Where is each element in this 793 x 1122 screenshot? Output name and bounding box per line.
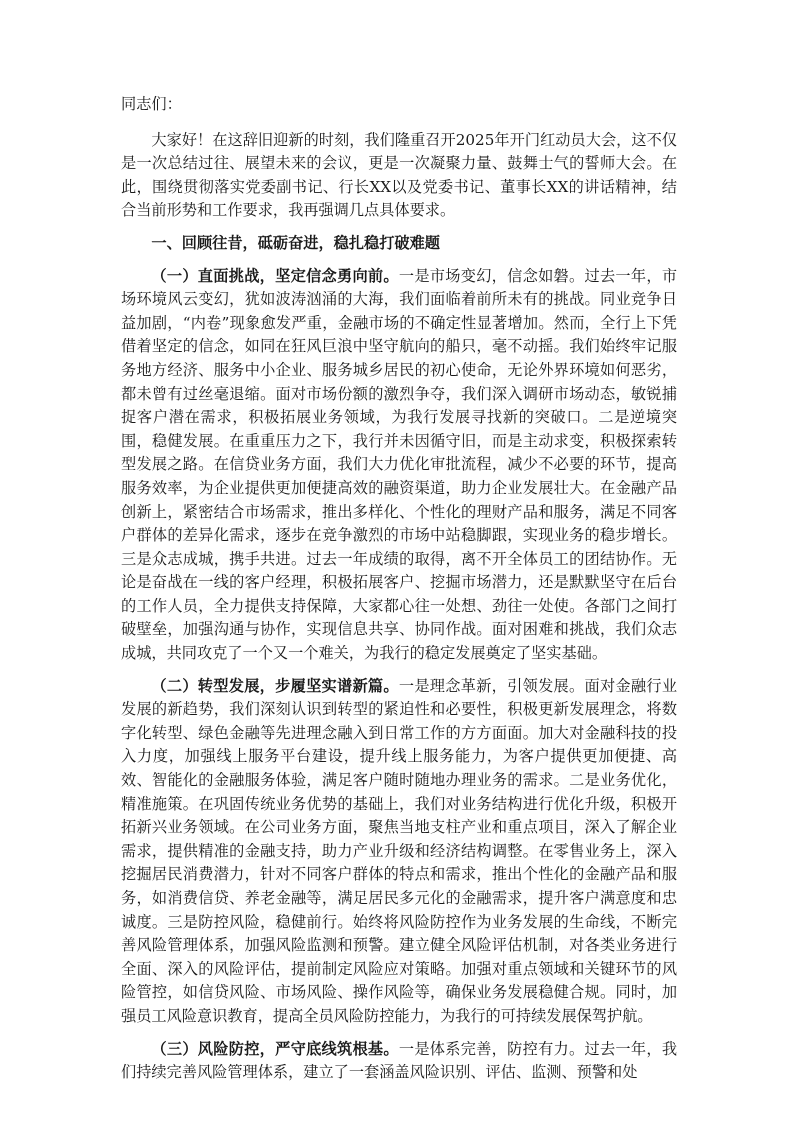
document-page	[121, 93, 677, 1094]
subsection-1	[121, 265, 677, 666]
subsection-2-title: （二）转型发展，步履坚实谱新篇。	[151, 676, 399, 695]
subsection-2	[121, 675, 677, 1029]
subsection-3-body: 一是体系完善，防控有力。过去一年，我们持续完善风险管理体系，建立了一套涵盖风险识别、评估、监测、预警和处	[121, 1039, 678, 1082]
section-heading: 一、回顾往昔，砥砺奋进，稳扎稳打破难题	[151, 233, 440, 252]
subsection-1-body: 一是市场变幻，信念如磐。过去一年，市场环境风云变幻，犹如波涛汹涌的大海，我们面临着前所未有的挑战。同业竞争日益加剧，“内卷”现象愈发严重，金融市场的不确定性显著增加。然而，全行上下凭借着坚定的信念，如同在狂风巨浪中坚守航向的船只，毫不动摇。我们始终牢记服务地方经济、服务中小企业、服务城乡居民的初心使命，无论外界环境如何恶劣，都未曾有过丝毫退缩。面对市场份额的激烈争夺，我们深入调研市场动态，敏锐捕捉客户潜在需求，积极拓展业务领域，为我行发展寻找新的突破口。二是逆境突围，稳健发展。在重重压力之下，我行并未因循守旧，而是主动求变，积极探索转型发展之路。在信贷业务方面，我们大力优化审批流程，减少不必要的环节，提高服务效率，为企业提供更加便捷高效的融资渠道，助力企业发展壮大。在金融产品创新上，紧密结合市场需求，推出多样化、个性化的理财产品和服务，满足不同客户群体的差异化需求，逐步在竞争激烈的市场中站稳脚跟，实现业务的稳步增长。三是众志成城，携手共进。过去一年成绩的取得，离不开全体员工的团结协作。无论是奋战在一线的客户经理，积极拓展客户、挖掘市场潜力，还是默默坚守在后台的工作人员，全力提供支持保障，大家都心往一处想、劲往一处使。各部门之间打破壁垒，加强沟通与协作，实现信息共享、协同作战。面对困难和挑战，我们众志成城，共同攻克了一个又一个难关，为我行的稳定发展奠定了坚实基础。	[121, 266, 678, 663]
subsection-2-body: 一是理念革新，引领发展。面对金融行业发展的新趋势，我们深刻认识到转型的紧迫性和必要性，积极更新发展理念，将数字化转型、绿色金融等先进理念融入到日常工作的方方面面。加大对金融科技的投入力度，加强线上服务平台建设，提升线上服务能力，为客户提供更加便捷、高效、智能化的金融服务体验，满足客户随时随地办理业务的需求。二是业务优化，精准施策。在巩固传统业务优势的基础上，我们对业务结构进行优化升级，积极开拓新兴业务领域。在公司业务方面，聚焦当地支柱产业和重点项目，深入了解企业需求，提供精准的金融支持，助力产业升级和经济结构调整。在零售业务上，深入挖掘居民消费潜力，针对不同客户群体的特点和需求，推出个性化的金融产品和服务，如消费信贷、养老金融等，满足居民多元化的金融需求，提升客户满意度和忠诚度。三是防控风险，稳健前行。始终将风险防控作为业务发展的生命线，不断完善风险管理体系，加强风险监测和预警。建立健全风险评估机制，对各类业务进行全面、深入的风险评估，提前制定风险应对策略。加强对重点领域和关键环节的风险管控，如信贷风险、市场风险、操作风险等，确保业务发展稳健合规。同时，加强员工风险意识教育，提高全员风险防控能力，为我行的可持续发展保驾护航。	[121, 676, 678, 1025]
intro-paragraph: 大家好！在这辞旧迎新的时刻，我们隆重召开2025年开门红动员大会，这不仅是一次总结过往、展望未来的会议，更是一次凝聚力量、鼓舞士气的誓师大会。在此，围绕贯彻落实党委副书记、行长XX以及党委书记、董事长XX的讲话精神，结合当前形势和工作要求，我再强调几点具体要求。	[121, 130, 677, 220]
salutation: 同志们：	[121, 95, 182, 113]
subsection-3	[121, 1038, 677, 1085]
subsection-1-title: （一）直面挑战，坚定信念勇向前。	[151, 266, 399, 285]
subsection-3-title: （三）风险防控，严守底线筑根基。	[151, 1039, 399, 1058]
